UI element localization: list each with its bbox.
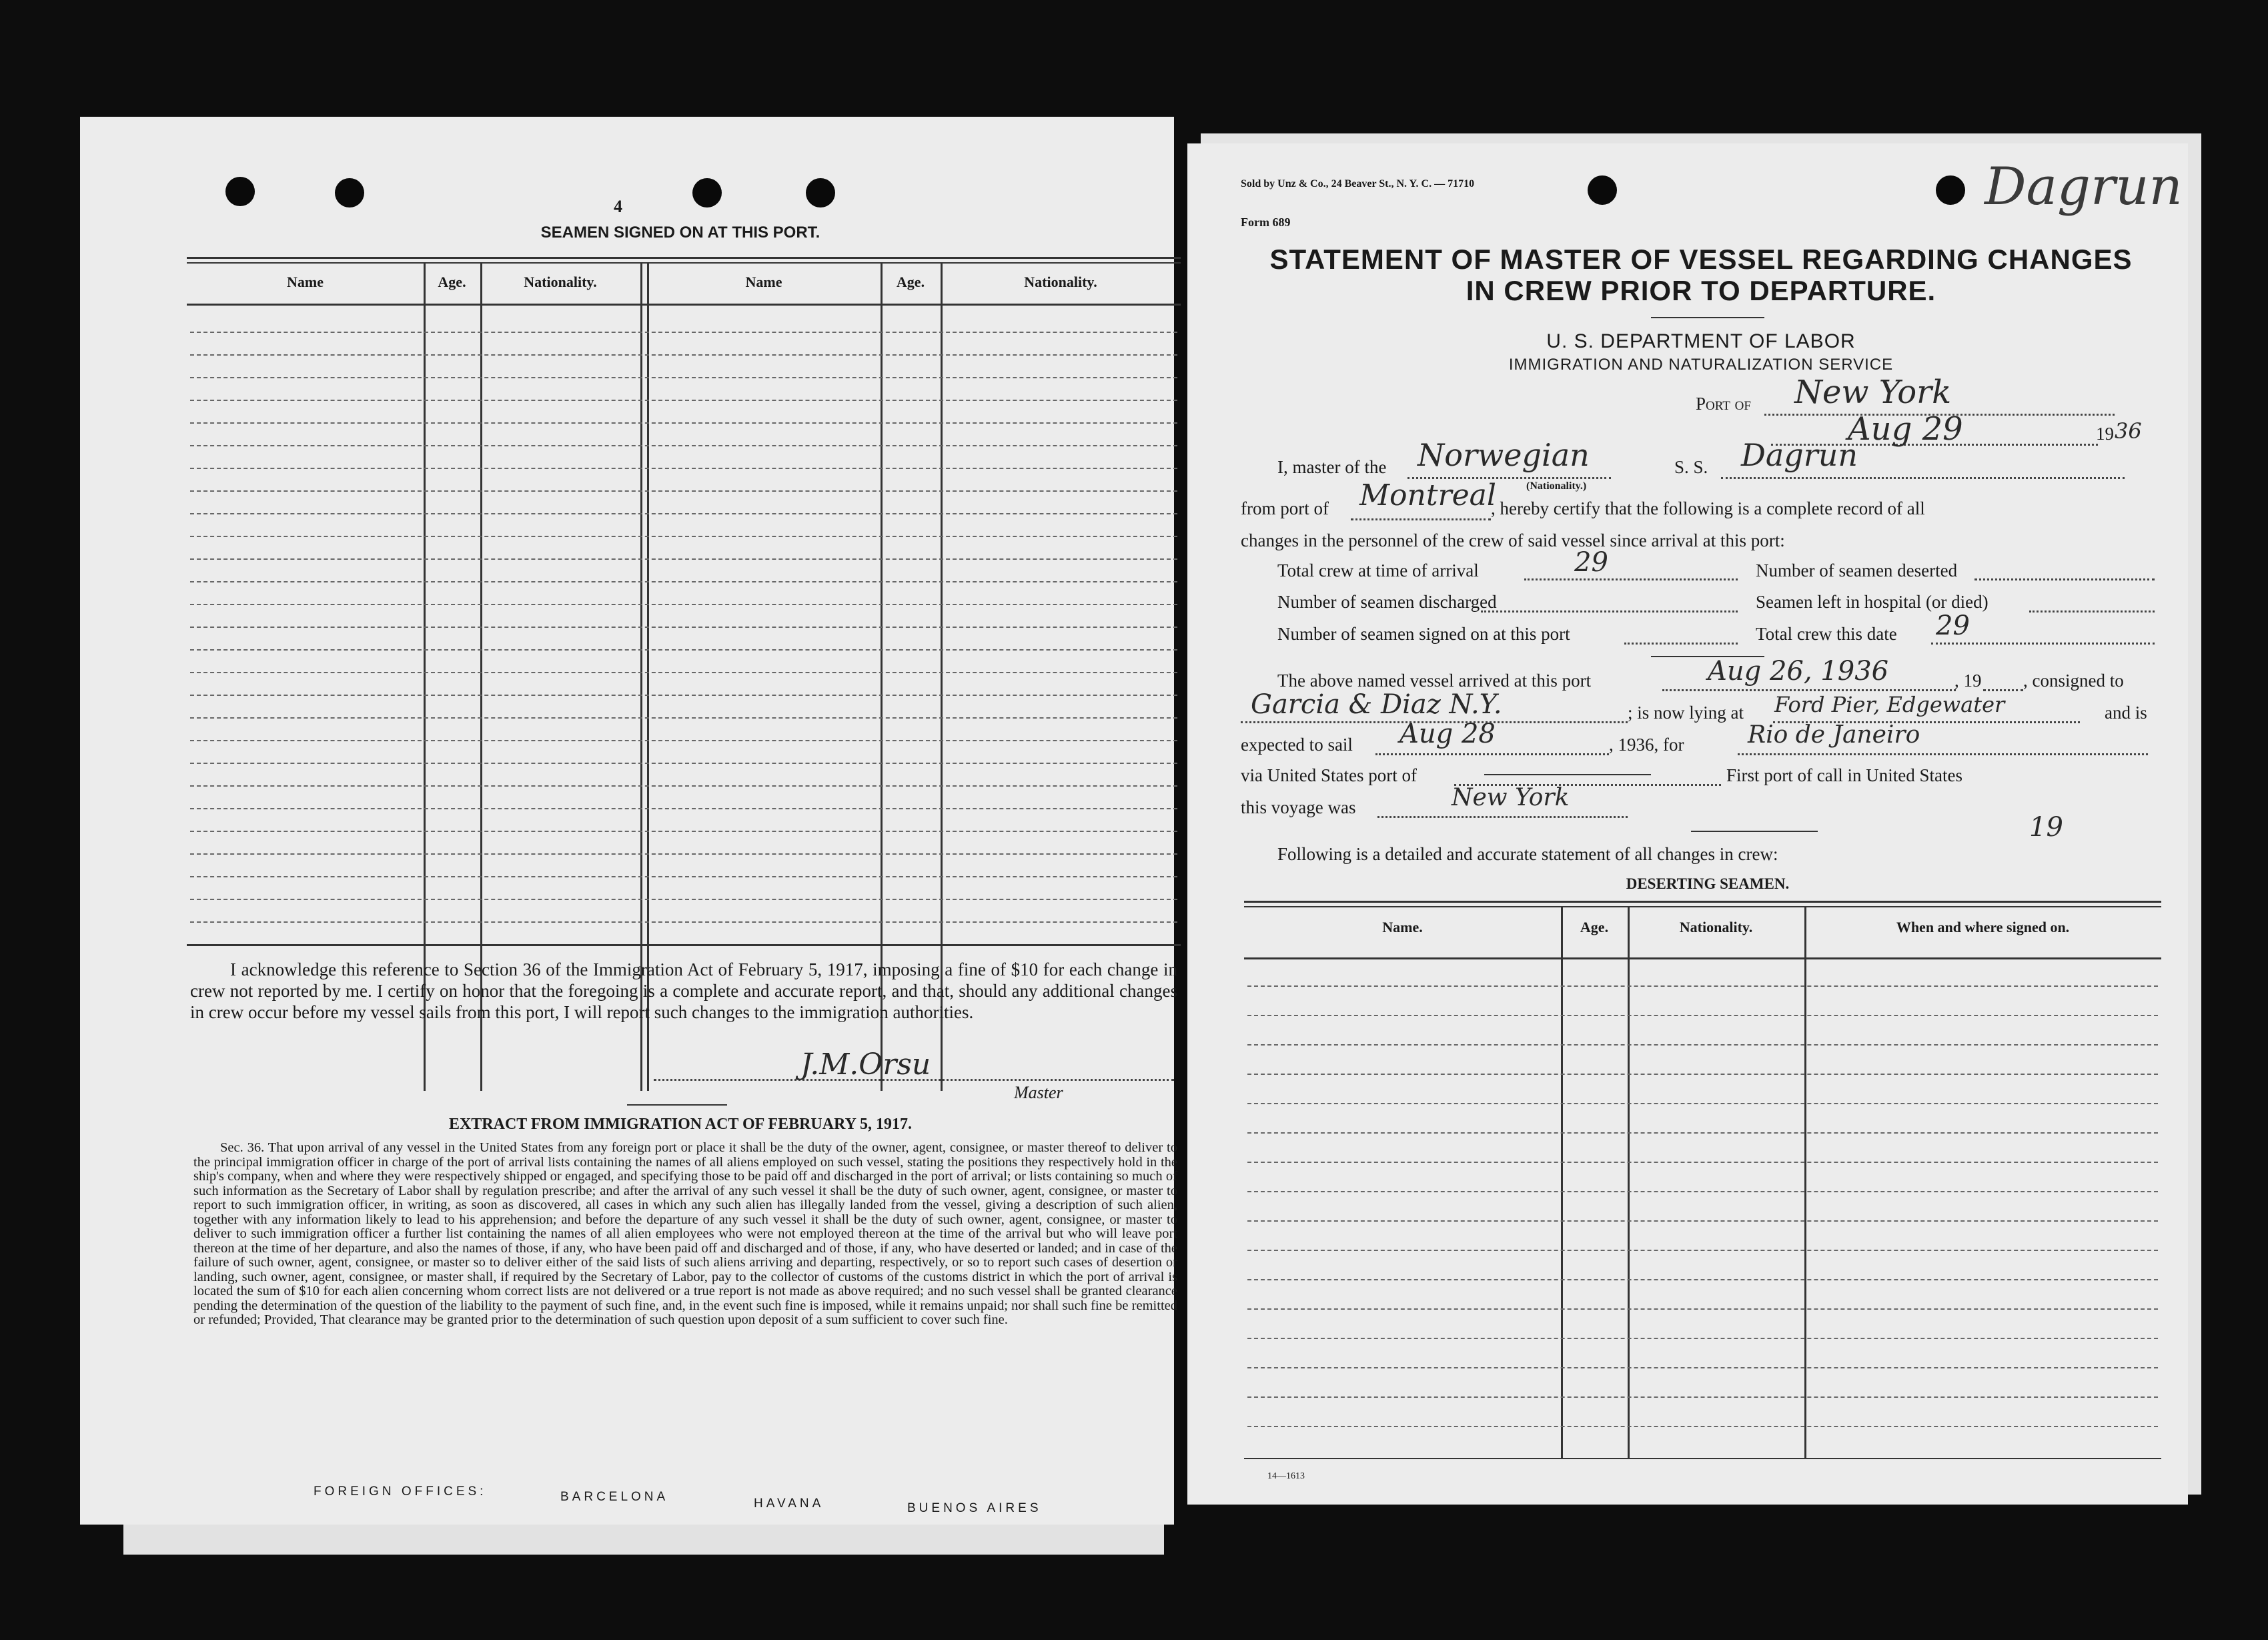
desert-table-row xyxy=(1247,1396,2158,1398)
left-page xyxy=(80,117,1177,1525)
desert-table-row xyxy=(1247,1426,2158,1427)
arrived-value: Aug 26, 1936 xyxy=(1708,656,1889,687)
table-row xyxy=(190,536,1177,537)
table-top-rule-2 xyxy=(187,262,1181,264)
col-header-nationality: Nationality. xyxy=(1024,274,1097,290)
expected-line xyxy=(1375,753,1609,755)
table-row xyxy=(190,740,1177,741)
foreign-offices-label: FOREIGN OFFICES: xyxy=(314,1485,487,1499)
following-text: Following is a detailed and accurate statement of all changes in crew: xyxy=(1277,844,1778,864)
desert-table-top-rule-2 xyxy=(1244,906,2161,907)
via-handwritten-stroke xyxy=(1484,774,1651,775)
desert-table-row xyxy=(1247,1162,2158,1163)
date-value: Aug 29 xyxy=(1848,410,1963,448)
acknowledgement-text: I acknowledge this reference to Section 36 of the Immigration Act of February 5, 1917, imposing a fine of $10 for each change in crew not reported by me. I certify on honor that the foregoing is a complete and accurate report, and that, should any additional changes in crew occur before my vessel sails from this port, I will report such changes to the immigration authorities. xyxy=(190,959,1177,1022)
voyage-label: this voyage was xyxy=(1241,797,1356,817)
table-row xyxy=(190,604,1177,605)
col-header-nationality: Nationality. xyxy=(524,274,597,290)
desert-table-top-rule xyxy=(1244,901,2161,903)
voyage-value: New York xyxy=(1452,784,1570,811)
signed-on-label: Number of seamen signed on at this port xyxy=(1277,624,1570,644)
desert-table-row xyxy=(1247,1044,2158,1046)
table-row xyxy=(190,695,1177,696)
destination-value: Rio de Janeiro xyxy=(1748,721,1920,749)
desert-table-row xyxy=(1247,1338,2158,1339)
expected-value: Aug 28 xyxy=(1399,719,1496,749)
certify-text: , hereby certify that the following is a complete record of all xyxy=(1491,498,1925,518)
right-page xyxy=(1187,143,2188,1505)
desert-table-row xyxy=(1247,1308,2158,1310)
punch-hole xyxy=(1936,175,1965,205)
ship-value: Dagrun xyxy=(1741,437,1858,473)
arrived-label: The above named vessel arrived at this port xyxy=(1277,671,1592,691)
deserted-label: Number of seamen deserted xyxy=(1756,560,1958,580)
table-header-rule xyxy=(187,304,1181,306)
desert-col-divider xyxy=(1628,907,1630,1458)
hospital-line xyxy=(2029,610,2155,612)
deserting-title: DESERTING SEAMEN. xyxy=(1626,875,1790,892)
punch-hole xyxy=(225,177,255,206)
punch-hole xyxy=(806,178,835,208)
discharged-line xyxy=(1481,610,1738,612)
desert-table-row xyxy=(1247,1220,2158,1222)
table-row xyxy=(190,876,1177,877)
signed-on-line xyxy=(1624,643,1738,645)
table-bottom-rule xyxy=(187,944,1181,946)
total-arrival-line xyxy=(1524,578,1738,580)
title-rule xyxy=(1651,317,1764,318)
col-header-name: Name xyxy=(287,274,324,290)
total-date-label: Total crew this date xyxy=(1756,624,1897,644)
desert-table-row xyxy=(1247,1103,2158,1104)
extract-title: EXTRACT FROM IMMIGRATION ACT OF FEBRUARY 5, 1917. xyxy=(448,1116,913,1133)
seller-line: Sold by Unz & Co., 24 Beaver St., N. Y. C. — 71710 xyxy=(1241,178,1475,189)
table-row xyxy=(190,899,1177,900)
nationality-caption: (Nationality.) xyxy=(1526,480,1587,492)
table-row xyxy=(190,581,1177,582)
handwritten-corner-note: Dagrun xyxy=(1985,157,2183,217)
table-row xyxy=(190,354,1177,356)
port-value: New York xyxy=(1794,374,1952,411)
desert-table-bottom-rule xyxy=(1244,1458,2161,1459)
col-header-age: Age. xyxy=(896,274,925,290)
year-suffix: 36 xyxy=(2115,418,2142,444)
service-label: IMMIGRATION AND NATURALIZATION SERVICE xyxy=(1508,356,1894,374)
form-title-line2: IN CREW PRIOR TO DEPARTURE. xyxy=(1466,275,1936,306)
foreign-office-barcelona: BARCELONA xyxy=(560,1490,669,1504)
table-row xyxy=(190,921,1177,923)
desert-table-row xyxy=(1247,1132,2158,1134)
total-arrival-value: 29 xyxy=(1574,547,1608,578)
desert-col-divider xyxy=(1804,907,1806,1458)
table-top-rule xyxy=(187,257,1181,259)
desert-col-header-nationality: Nationality. xyxy=(1679,919,1753,935)
table-row xyxy=(190,558,1177,560)
desert-table-row xyxy=(1247,1015,2158,1016)
table-row xyxy=(190,627,1177,628)
punch-hole xyxy=(692,178,722,208)
table-row xyxy=(190,377,1177,378)
lying-label: ; is now lying at xyxy=(1628,703,1744,723)
changes-text: changes in the personnel of the crew of said vessel since arrival at this port: xyxy=(1241,530,1785,550)
page-number: 4 xyxy=(614,197,622,216)
desert-table-row xyxy=(1247,1074,2158,1075)
short-rule xyxy=(627,1104,727,1106)
table-row xyxy=(190,490,1177,492)
nationality-value: Norwegian xyxy=(1418,437,1590,473)
desert-col-divider xyxy=(1561,907,1563,1458)
footer-code: 14—1613 xyxy=(1267,1471,1305,1481)
col-header-age: Age. xyxy=(438,274,466,290)
desert-table-row xyxy=(1247,1367,2158,1368)
deserted-line xyxy=(1974,578,2155,580)
punch-hole xyxy=(335,178,364,208)
form-number: Form 689 xyxy=(1241,216,1291,229)
master-of-label: I, master of the xyxy=(1277,457,1387,477)
table-row xyxy=(190,672,1177,673)
year-blank: , 19 xyxy=(1954,671,1982,691)
foreign-office-buenos-aires: BUENOS AIRES xyxy=(907,1501,1042,1515)
department-label: U. S. DEPARTMENT OF LABOR xyxy=(1546,330,1856,352)
desert-col-header-age: Age. xyxy=(1580,919,1609,935)
table-row xyxy=(190,853,1177,855)
punch-hole xyxy=(1588,175,1617,205)
desert-col-header-name: Name. xyxy=(1382,919,1423,935)
table-row xyxy=(190,422,1177,424)
extract-text: Sec. 36. That upon arrival of any vessel in the United States from any foreign port or place it shall be the duty of the owner, agent, consignee, or master thereof to deliver to the principal immigration officer in charge of the port of arrival lists containing the names of all aliens employed on such vessel, stating the positions they respectively hold in the ship's company, when and where they were respectively shipped or engaged, and specifying those to be paid off and discharged in the port of arrival; or lists containing so much of such information as the Secretary of Labor shall by regulation prescribe; and after the arrival of any such vessel it shall be the duty of such owner, agent, consignee, or master to report to such immigration officer, in writing, as soon as discovered, all cases in which any such alien has illegally landed from the vessel, giving a description of such alien, together with any information likely to lead to his apprehension; and before the departure of any such vessel it shall be the duty of such owner, agent, consignee, or master to deliver to such immigration officer a further list containing the names of all alien employees who were not employed thereon at the time of the arrival but who will leave port thereon at the time of her departure, and also the names of those, if any, who have been paid off and discharged and of those, if any, who have deserted or landed; and in case of the failure of such owner, agent, consignee, or master so to deliver either of the said lists of such aliens arriving and departing, respectively, or so to report such cases of desertion or landing, such owner, agent, consignee, or master shall, if required by the Secretary of Labor, pay to the collector of customs of the customs district in which the port of arrival is located the sum of $10 for each alien concerning whom correct lists are not delivered or a true report is not made as above required; and no such vessel shall be granted clearance pending the determination of the question of the liability to the payment of such fine, and, in the event such fine is imposed, while it remains unpaid; nor shall such fine be remitted or refunded; Provided, That clearance may be granted prior to the determination of such question upon deposit of a sum sufficient to cover such fine. xyxy=(193,1140,1177,1327)
master-label: Master xyxy=(1014,1083,1063,1102)
table-row xyxy=(190,513,1177,514)
destination-line xyxy=(1738,753,2148,755)
voyage-line xyxy=(1377,816,1628,818)
year-prefix: 19 xyxy=(2096,424,2114,444)
year-1936-for: , 1936, for xyxy=(1609,735,1684,755)
port-label: Port of xyxy=(1696,394,1751,414)
from-port-value: Montreal xyxy=(1359,478,1496,512)
first-port-label: First port of call in United States xyxy=(1726,765,1962,785)
ship-line xyxy=(1721,477,2125,479)
total-arrival-label: Total crew at time of arrival xyxy=(1277,560,1479,580)
desert-table-row xyxy=(1247,1279,2158,1280)
table-title: SEAMEN SIGNED ON AT THIS PORT. xyxy=(540,224,820,242)
expected-label: expected to sail xyxy=(1241,735,1353,755)
desert-table-row xyxy=(1247,1191,2158,1192)
table-row xyxy=(190,445,1177,446)
from-port-line xyxy=(1351,518,1491,520)
form-title-line1: STATEMENT OF MASTER OF VESSEL REGARDING CHANGES xyxy=(1269,244,2133,275)
year-blank-line xyxy=(1983,689,2023,691)
arrived-line xyxy=(1662,689,1956,691)
table-row xyxy=(190,808,1177,809)
table-row xyxy=(190,400,1177,401)
table-row xyxy=(190,332,1177,333)
table-row xyxy=(190,763,1177,764)
master-signature: J.M.Orsu xyxy=(800,1048,931,1082)
table-row xyxy=(190,468,1177,469)
consignee-value: Garcia & Diaz N.Y. xyxy=(1251,689,1502,720)
desert-col-header-when-where: When and where signed on. xyxy=(1896,919,2070,935)
foreign-office-havana: HAVANA xyxy=(754,1497,824,1511)
col-header-name: Name xyxy=(745,274,782,290)
and-is-label: and is xyxy=(2105,703,2147,723)
via-label: via United States port of xyxy=(1241,765,1417,785)
from-port-label: from port of xyxy=(1241,498,1329,518)
total-date-line xyxy=(1931,643,2155,645)
desert-table-header-rule xyxy=(1244,957,2161,959)
table-row xyxy=(190,717,1177,719)
table-row xyxy=(190,785,1177,787)
table-row xyxy=(190,831,1177,832)
hospital-label: Seamen left in hospital (or died) xyxy=(1756,592,1989,612)
table-row xyxy=(190,649,1177,651)
ss-label: S. S. xyxy=(1674,457,1708,477)
discharged-label: Number of seamen discharged xyxy=(1277,592,1497,612)
desert-table-row xyxy=(1247,985,2158,987)
voyage-short-rule xyxy=(1691,831,1818,832)
consigned-label: , consigned to xyxy=(2023,671,2124,691)
nineteen-mark: 19 xyxy=(2029,812,2063,843)
lying-value: Ford Pier, Edgewater xyxy=(1774,692,2005,717)
desert-table-row xyxy=(1247,1250,2158,1251)
total-date-value: 29 xyxy=(1936,610,1970,641)
